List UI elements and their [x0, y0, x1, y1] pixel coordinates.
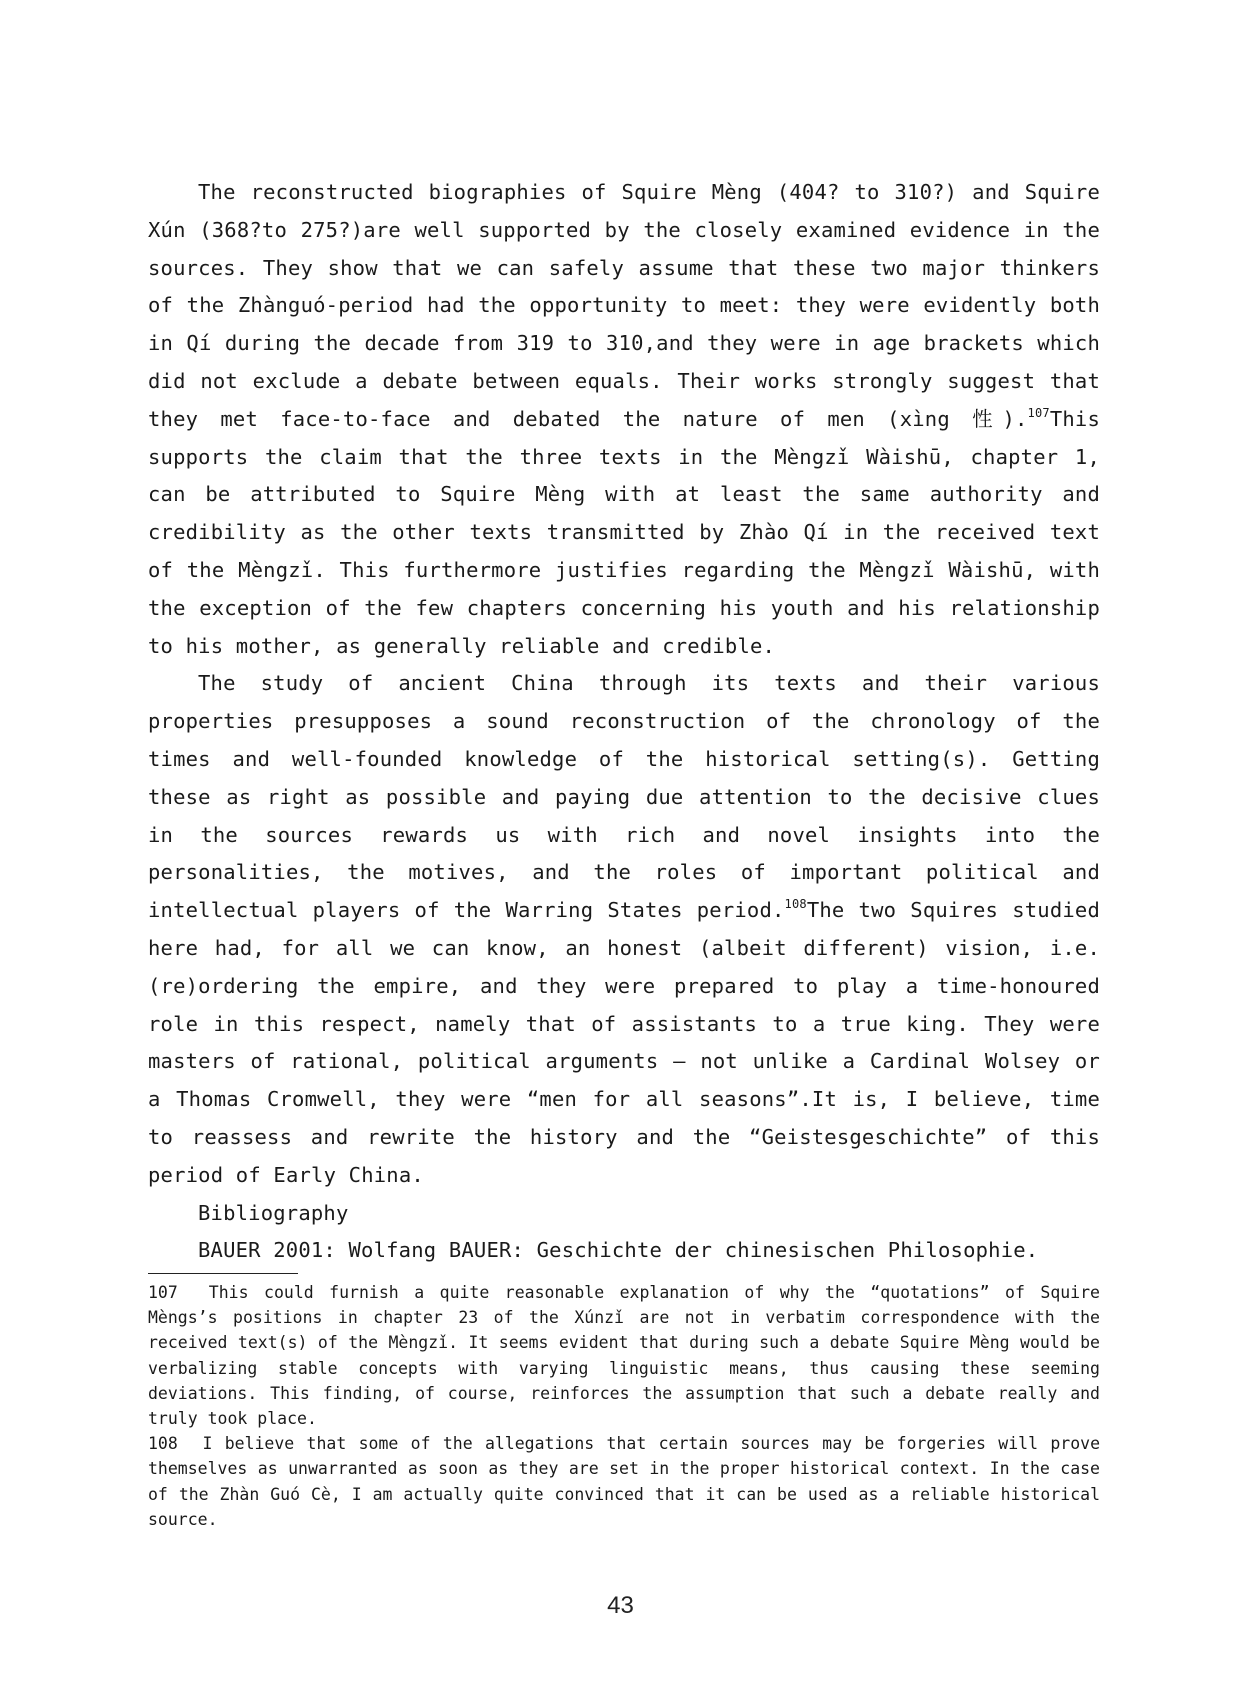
paragraph-1 [148, 174, 1100, 665]
footnotes [148, 1280, 1100, 1532]
paragraph-2-text-b: The two Squires studied here had, for all we can know, an honest (albeit different) vision, i.e. (re)ordering the empire, and they were prepared to play a time-honoured role in this respect, namely that of assistants to a true king. They were masters of rational, political arguments – not unlike a Cardinal Wolsey or a Thomas Cromwell, they were “men for all seasons”.It is, I believe, time to reassess and rewrite the history and the “Geistesgeschichte” of this period of Early China. [148, 898, 1100, 1187]
paragraph-1-text-a: The reconstructed biographies of Squire Mèng (404? to 310?) and Squire Xún (368?to 275?)are well supported by the closely examined evidence in the sources. They show that we can safely assume that these two major thinkers of the Zhànguó-period had the opportunity to meet: they were evidently both in Qí during the decade from 319 to 310,and they were in age brackets which did not exclude a debate between equals. Their works strongly suggest that they met face-to-face and debated the nature of men (xìng 性). [148, 180, 1100, 431]
footnote-separator [148, 1273, 298, 1274]
bibliography-heading: Bibliography [198, 1200, 349, 1225]
footnote-number: 107 [148, 1283, 178, 1302]
footnote-108 [148, 1431, 1100, 1532]
paragraph-2 [148, 665, 1100, 1194]
footnote-text: This could furnish a quite reasonable explanation of why the “quotations” of Squire Mèngs’s positions in chapter 23 of the Xúnzǐ are not in verbatim correspondence with the received text(s) of the Mèngzǐ. It seems evident that during such a debate Squire Mèng would be verbalizing stable concepts with varying linguistic means, thus causing these seeming deviations. This finding, of course, reinforces the assumption that such a debate really and truly took place. [148, 1283, 1100, 1429]
footnote-ref-108[interactable]: 108 [784, 897, 807, 912]
footnote-107 [148, 1280, 1100, 1431]
footnote-text: I believe that some of the allegations that certain sources may be forgeries will prove themselves as unwarranted as soon as they are set in the proper historical context. In the case of the Zhàn Guó Cè, I am actually quite convinced that it can be used as a reliable historical source. [148, 1434, 1101, 1529]
footnote-ref-107[interactable]: 107 [1027, 405, 1050, 420]
footnote-number: 108 [148, 1434, 178, 1454]
paragraph-1-text-b: This supports the claim that the three texts in the Mèngzǐ Wàishū, chapter 1, can be attributed to Squire Mèng with at least the same authority and credibility as the other texts transmitted by Zhào Qí in the received text of the Mèngzǐ. This furthermore justifies regarding the Mèngzǐ Wàishū, with the exception of the few chapters concerning his youth and his relationship to his mother, as generally reliable and credible. [148, 406, 1100, 658]
bibliography-entry: BAUER 2001: Wolfang BAUER: Geschichte der chinesischen Philosophie. [198, 1238, 1039, 1263]
paragraph-2-text-a: The study of ancient China through its texts and their various properties presupposes a sound reconstruction of the chronology of the times and well-founded knowledge of the historical setting(s). Getting these as right as possible and paying due attention to the decisive clues in the sources rewards us with rich and novel insights into the personalities, the motives, and the roles of important political and intellectual players of the Warring States period. [148, 671, 1100, 923]
main-text [148, 174, 1100, 1270]
page-number: 43 [607, 1592, 634, 1619]
